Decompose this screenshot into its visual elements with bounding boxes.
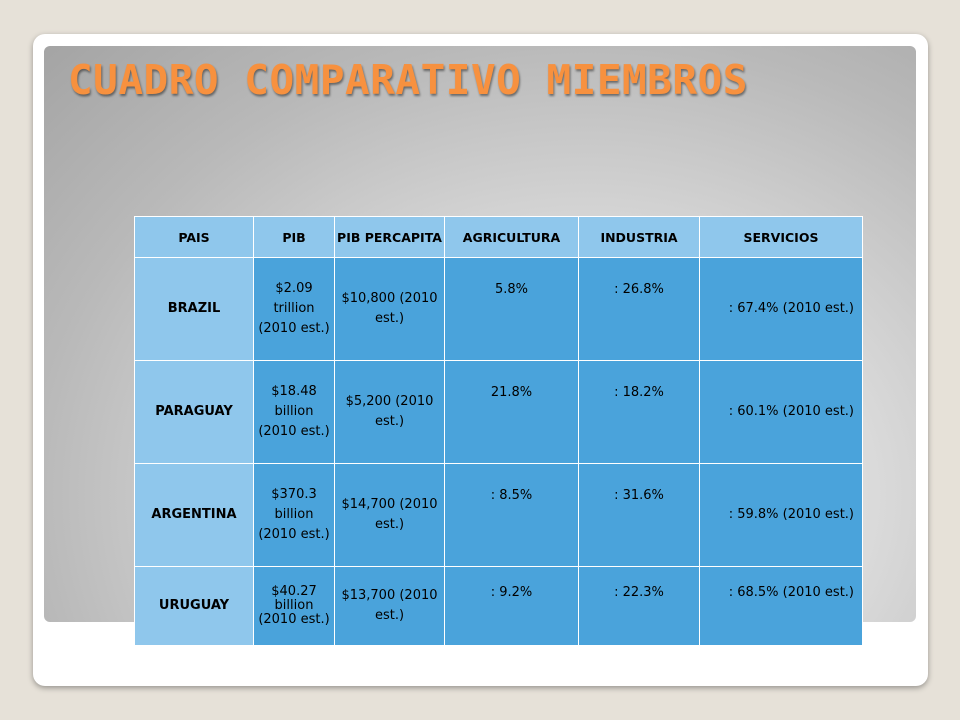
- comparison-table: [134, 216, 863, 646]
- header-industria: INDUSTRIA: [579, 217, 700, 258]
- slide-title[interactable]: CUADRO COMPARATIVO MIEMBROS: [68, 56, 748, 104]
- cell-pais: URUGUAY: [135, 567, 254, 646]
- cell-industria: : 26.8%: [579, 258, 700, 361]
- table-row: [135, 361, 863, 464]
- header-pib: PIB: [254, 217, 335, 258]
- cell-industria: : 18.2%: [579, 361, 700, 464]
- cell-servicios: : 59.8% (2010 est.): [700, 464, 863, 567]
- cell-pais: PARAGUAY: [135, 361, 254, 464]
- cell-agricultura: 5.8%: [445, 258, 579, 361]
- table-header-row: [135, 217, 863, 258]
- table-row: [135, 258, 863, 361]
- cell-servicios: : 68.5% (2010 est.): [700, 567, 863, 646]
- cell-servicios: : 60.1% (2010 est.): [700, 361, 863, 464]
- cell-industria: : 22.3%: [579, 567, 700, 646]
- cell-pib-percapita: $14,700 (2010 est.): [335, 464, 445, 567]
- header-servicios: SERVICIOS: [700, 217, 863, 258]
- cell-agricultura: : 8.5%: [445, 464, 579, 567]
- cell-agricultura: 21.8%: [445, 361, 579, 464]
- header-agricultura: AGRICULTURA: [445, 217, 579, 258]
- cell-pib-percapita: $13,700 (2010 est.): [335, 567, 445, 646]
- cell-pib: $40.27 billion (2010 est.): [254, 567, 335, 646]
- cell-pib: $2.09 trillion (2010 est.): [254, 258, 335, 361]
- cell-servicios: : 67.4% (2010 est.): [700, 258, 863, 361]
- cell-pib-percapita: $10,800 (2010 est.): [335, 258, 445, 361]
- header-pib-percapita: PIB PERCAPITA: [335, 217, 445, 258]
- cell-pib: $18.48 billion (2010 est.): [254, 361, 335, 464]
- table-row: [135, 567, 863, 646]
- header-pais: PAIS: [135, 217, 254, 258]
- cell-agricultura: : 9.2%: [445, 567, 579, 646]
- table-row: [135, 464, 863, 567]
- cell-industria: : 31.6%: [579, 464, 700, 567]
- cell-pib: $370.3 billion (2010 est.): [254, 464, 335, 567]
- cell-pais: ARGENTINA: [135, 464, 254, 567]
- cell-pais: BRAZIL: [135, 258, 254, 361]
- cell-pib-percapita: $5,200 (2010 est.): [335, 361, 445, 464]
